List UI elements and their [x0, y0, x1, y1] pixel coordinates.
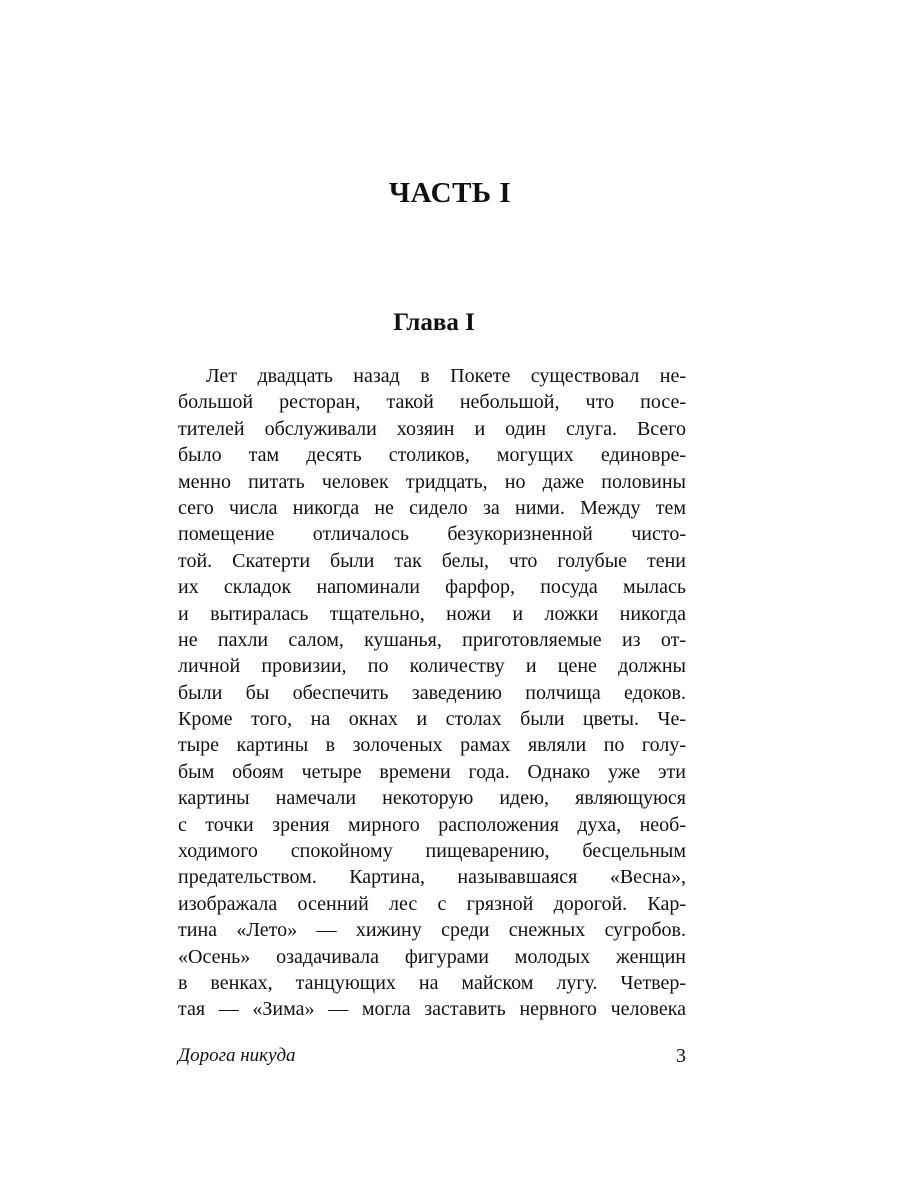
- part-title: ЧАСТЬ I: [388, 177, 512, 209]
- text-line: было там десять столиков, могущих единовре-: [178, 444, 686, 467]
- text-line: тыре картины в золоченых рамах являли по голу-: [178, 734, 686, 757]
- text-line: большой ресторан, такой небольшой, что посе-: [178, 391, 686, 414]
- chapter-title: Глава I: [393, 309, 475, 336]
- text-line: их складок напоминали фарфор, посуда мылась: [178, 576, 686, 599]
- text-line: той. Скатерти были так белы, что голубые тени: [178, 549, 686, 572]
- text-line: Лет двадцать назад в Покете существовал не-: [206, 365, 686, 387]
- text-line: личной провизии, по количеству и цене должны: [178, 655, 686, 678]
- text-line: предательством. Картина, называвшаяся «Весна»,: [178, 866, 686, 889]
- text-line: помещение отличалось безукоризненной чисто-: [178, 523, 686, 546]
- running-title: Дорога никуда: [178, 1045, 296, 1066]
- text-line: в венках, танцующих на майском лугу. Четвер-: [178, 971, 686, 994]
- text-line: тителей обслуживали хозяин и один слуга. Всего: [178, 417, 686, 440]
- text-line: картины намечали некоторую идею, являющуюся: [178, 787, 686, 810]
- text-line: с точки зрения мирного расположения духа, необ-: [178, 813, 686, 836]
- body-paragraph: [178, 363, 686, 1023]
- text-line: были бы обеспечить заведению полчища едоков.: [178, 681, 686, 704]
- text-line: и вытиралась тщательно, ножи и ложки никогда: [178, 602, 686, 625]
- text-line: тая — «Зима» — могла заставить нервного человека: [178, 998, 686, 1021]
- text-line: менно питать человек тридцать, но даже половины: [178, 470, 686, 493]
- text-line: тина «Лето» — хижину среди снежных сугробов.: [178, 919, 686, 942]
- text-line: изображала осенний лес с грязной дорогой. Кар-: [178, 892, 686, 915]
- page-number: 3: [676, 1045, 686, 1067]
- text-line: «Осень» озадачивала фигурами молодых женщин: [178, 945, 686, 968]
- text-line: не пахли салом, кушанья, приготовляемые из от-: [178, 628, 686, 651]
- text-line: Кроме того, на окнах и столах были цветы. Че-: [178, 708, 686, 731]
- text-line: ходимого спокойному пищеварению, бесцельным: [178, 840, 686, 863]
- text-line: бым обоям четыре времени года. Однако уже эти: [178, 760, 686, 783]
- text-line: сего числа никогда не сидело за ними. Между тем: [178, 496, 686, 519]
